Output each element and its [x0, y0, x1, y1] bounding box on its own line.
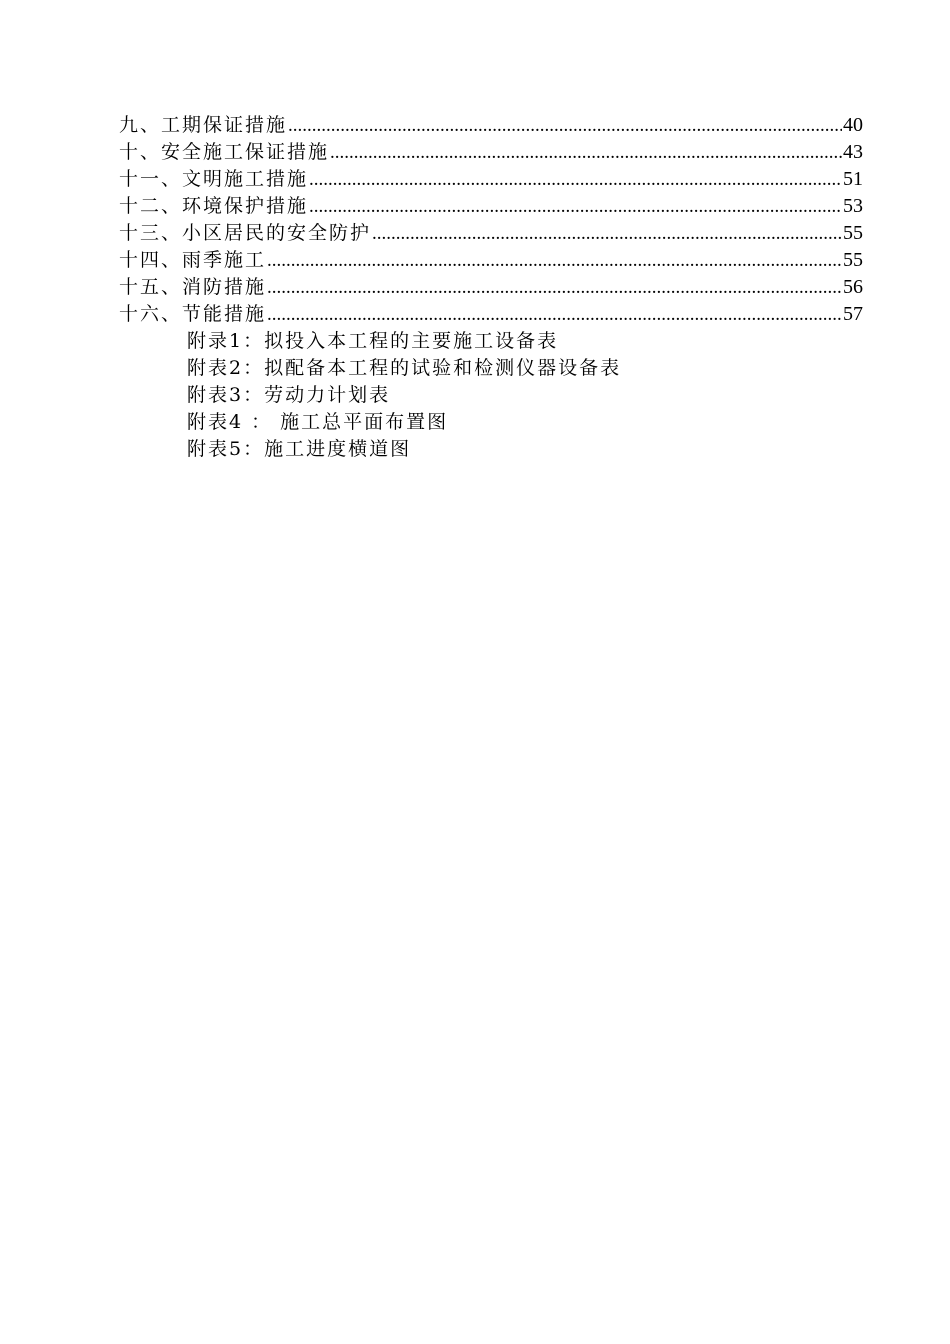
toc-entry-title: 十五、消防措施	[119, 276, 267, 298]
toc-entry-page: 40	[843, 114, 863, 136]
appendix-list	[187, 328, 621, 463]
toc-entry[interactable]	[119, 274, 863, 301]
toc-entry[interactable]	[119, 112, 863, 139]
toc-entry-page: 55	[843, 222, 863, 244]
toc-dot-leader	[309, 193, 842, 220]
toc-entry-title: 十一、文明施工措施	[119, 168, 309, 190]
toc-dot-leader	[309, 166, 842, 193]
toc-entry-page: 55	[843, 249, 863, 271]
appendix-item: 附表3：劳动力计划表	[187, 384, 391, 406]
toc-entry-title: 九、工期保证措施	[119, 114, 288, 136]
appendix-item: 附录1：拟投入本工程的主要施工设备表	[187, 330, 559, 352]
toc-entry[interactable]	[119, 139, 863, 166]
toc-entry-title: 十、安全施工保证措施	[119, 141, 330, 163]
toc-entry-page: 51	[843, 168, 863, 190]
appendix-item: 附表2：拟配备本工程的试验和检测仪器设备表	[187, 357, 622, 379]
toc-dot-leader	[267, 274, 842, 301]
toc-entry-title: 十六、节能措施	[119, 303, 267, 325]
toc-entry[interactable]	[119, 166, 863, 193]
toc-entry-page: 43	[843, 141, 863, 163]
toc-entry[interactable]	[119, 247, 863, 274]
toc-dot-leader	[288, 112, 842, 139]
table-of-contents	[119, 112, 863, 328]
toc-entry-title: 十三、小区居民的安全防护	[119, 222, 372, 244]
toc-entry-page: 57	[843, 303, 863, 325]
toc-entry-page: 53	[843, 195, 863, 217]
toc-entry-title: 十二、环境保护措施	[119, 195, 309, 217]
toc-entry[interactable]	[119, 193, 863, 220]
toc-dot-leader	[372, 220, 842, 247]
toc-dot-leader	[267, 301, 842, 328]
toc-entry[interactable]	[119, 220, 863, 247]
toc-dot-leader	[267, 247, 842, 274]
appendix-item: 附表5：施工进度横道图	[187, 438, 412, 460]
toc-dot-leader	[330, 139, 842, 166]
toc-entry-page: 56	[843, 276, 863, 298]
toc-entry[interactable]	[119, 301, 863, 328]
toc-entry-title: 十四、雨季施工	[119, 249, 267, 271]
appendix-item: 附表4 ： 施工总平面布置图	[187, 411, 449, 433]
